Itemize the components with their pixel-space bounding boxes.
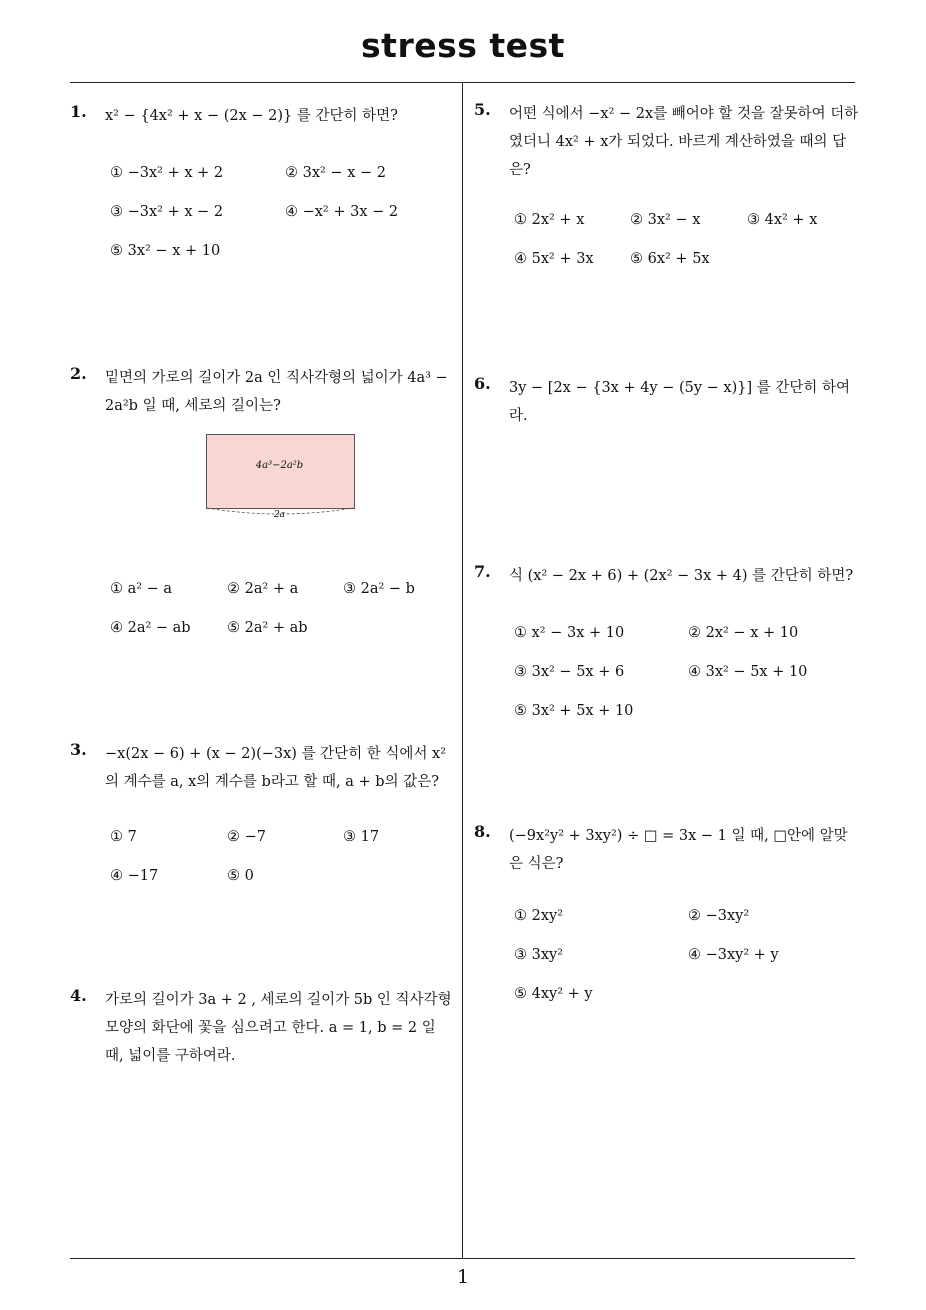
question-2: [70, 364, 460, 644]
question-text: 3y − [2x − {3x + 4y − (5y − x)}] 를 간단히 하여라.: [509, 380, 851, 424]
bottom-rule: [70, 1258, 855, 1259]
question-text: x² − {4x² + x − (2x − 2)} 를 간단히 하면?: [105, 108, 398, 124]
question-number: 2.: [70, 364, 87, 383]
option-4[interactable]: ④ −x² + 3x − 2: [285, 204, 399, 220]
question-4: [70, 986, 460, 1076]
option-1[interactable]: ① x² − 3x + 10: [514, 625, 625, 641]
question-number: 6.: [474, 374, 491, 393]
option-3[interactable]: ③ −3x² + x − 2: [110, 204, 224, 220]
option-4[interactable]: ④ −3xy² + y: [688, 947, 779, 963]
question-number: 1.: [70, 102, 87, 121]
option-4[interactable]: ④ −17: [110, 868, 159, 884]
option-5[interactable]: ⑤ 2a² + ab: [227, 620, 308, 636]
option-4[interactable]: ④ 2a² − ab: [110, 620, 191, 636]
rectangle-figure: [206, 434, 354, 529]
question-number: 5.: [474, 100, 491, 119]
question-text: 가로의 길이가 3a + 2 , 세로의 길이가 5b 인 직사각형 모양의 화단에 꽃을 심으려고 한다. a = 1, b = 2 일 때, 넓이를 구하여라.: [105, 992, 452, 1064]
question-number: 3.: [70, 740, 87, 759]
option-5[interactable]: ⑤ 6x² + 5x: [630, 251, 710, 267]
question-8: [474, 822, 864, 1022]
option-1[interactable]: ① 2xy²: [514, 908, 564, 924]
area-label: 4a³−2a²b: [255, 460, 304, 471]
option-4[interactable]: ④ 3x² − 5x + 10: [688, 664, 808, 680]
option-1[interactable]: ① a² − a: [110, 581, 173, 597]
question-6: [474, 374, 864, 424]
option-1[interactable]: ① 7: [110, 829, 137, 845]
question-text: −x(2x − 6) + (x − 2)(−3x) 를 간단히 한 식에서 x² 의 계수를 a, x의 계수를 b라고 할 때, a + b의 값은?: [105, 746, 447, 790]
option-5[interactable]: ⑤ 3x² + 5x + 10: [514, 703, 634, 719]
option-3[interactable]: ③ 4x² + x: [747, 212, 818, 228]
option-3[interactable]: ③ 3x² − 5x + 6: [514, 664, 625, 680]
option-5[interactable]: ⑤ 3x² − x + 10: [110, 243, 221, 259]
page-title: stress test: [361, 26, 565, 65]
option-3[interactable]: ③ 2a² − b: [343, 581, 415, 597]
question-1: [70, 102, 460, 272]
question-text: 밑면의 가로의 길이가 2a 인 직사각형의 넓이가 4a³ − 2a²b 일 때, 세로의 길이는?: [105, 370, 448, 414]
question-text: (−9x²y² + 3xy²) ÷ □ = 3x − 1 일 때, □안에 알맞은 식은?: [509, 828, 848, 872]
option-3[interactable]: ③ 17: [343, 829, 380, 845]
option-1[interactable]: ① 2x² + x: [514, 212, 585, 228]
option-2[interactable]: ② 3x² − x: [630, 212, 701, 228]
question-text: 어떤 식에서 −x² − 2x를 빼어야 할 것을 잘못하여 더하였더니 4x² + x가 되었다. 바르게 계산하였을 때의 답은?: [509, 106, 859, 178]
question-number: 7.: [474, 562, 491, 581]
question-number: 8.: [474, 822, 491, 841]
question-number: 4.: [70, 986, 87, 1005]
option-2[interactable]: ② 2x² − x + 10: [688, 625, 799, 641]
option-2[interactable]: ② −7: [227, 829, 266, 845]
question-3: [70, 740, 460, 890]
option-1[interactable]: ① −3x² + x + 2: [110, 165, 224, 181]
column-divider: [462, 83, 463, 1258]
option-2[interactable]: ② 3x² − x − 2: [285, 165, 386, 181]
option-2[interactable]: ② −3xy²: [688, 908, 750, 924]
page-number: 1: [456, 1266, 470, 1288]
question-5: [474, 100, 864, 280]
question-7: [474, 562, 864, 732]
question-text: 식 (x² − 2x + 6) + (2x² − 3x + 4) 를 간단히 하면?: [509, 568, 854, 584]
option-5[interactable]: ⑤ 0: [227, 868, 254, 884]
option-2[interactable]: ② 2a² + a: [227, 581, 299, 597]
option-4[interactable]: ④ 5x² + 3x: [514, 251, 594, 267]
option-3[interactable]: ③ 3xy²: [514, 947, 564, 963]
option-5[interactable]: ⑤ 4xy² + y: [514, 986, 593, 1002]
width-label: 2a: [273, 510, 286, 520]
rectangle-shape: [206, 434, 355, 509]
